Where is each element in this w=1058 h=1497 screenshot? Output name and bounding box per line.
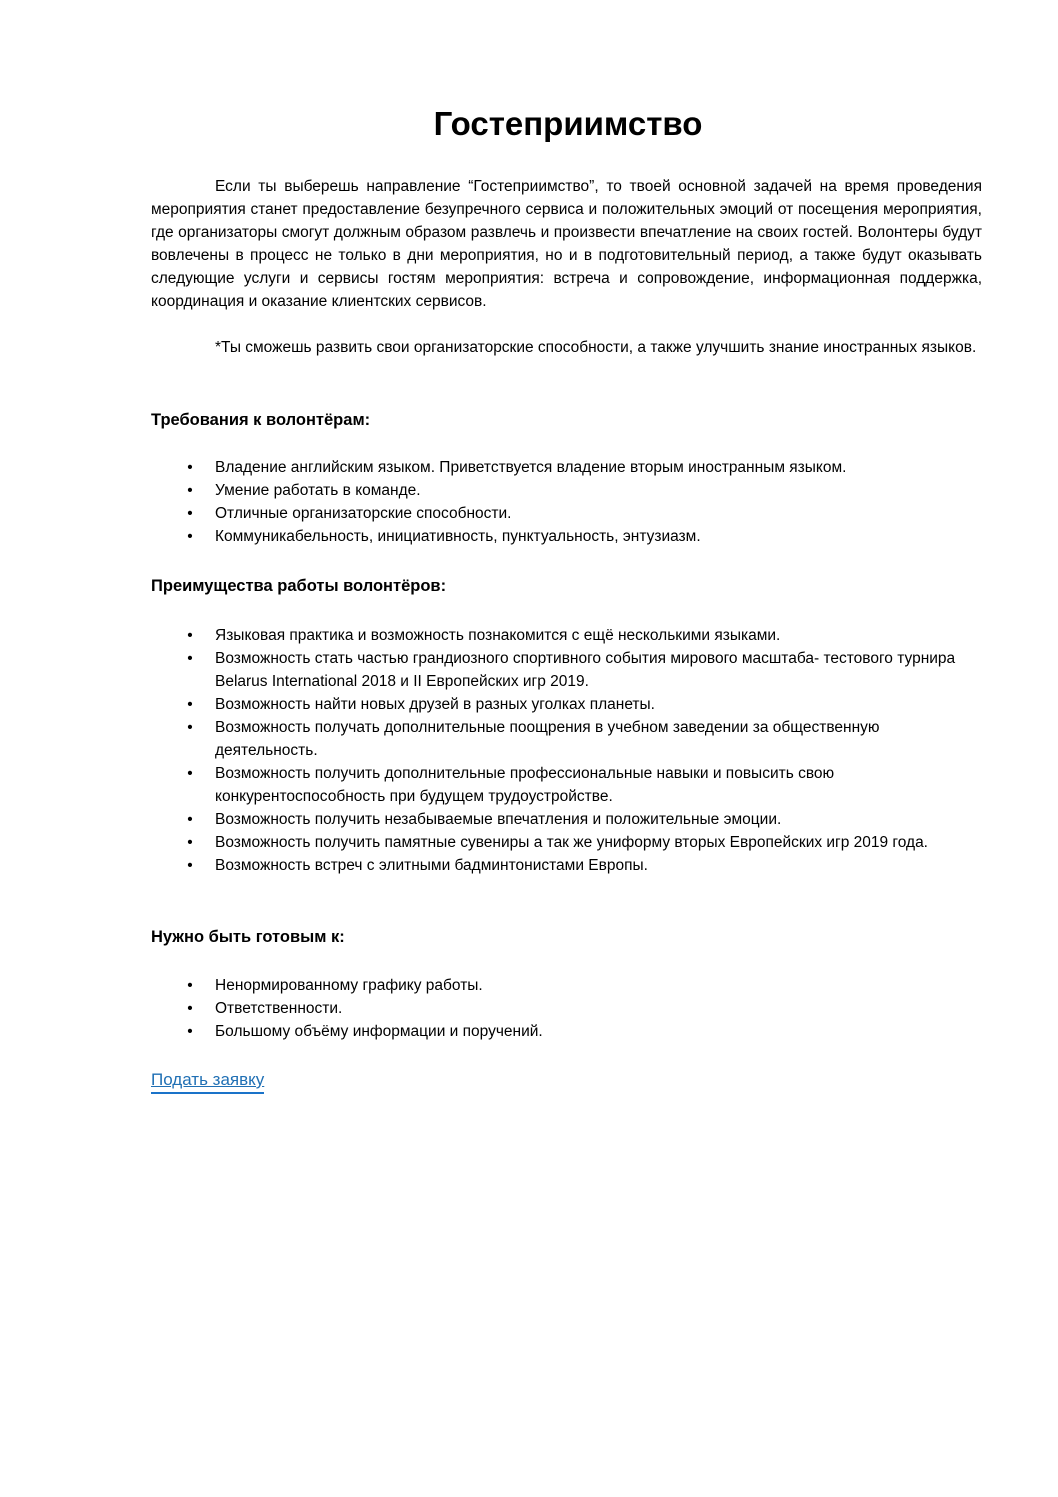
bullet-icon: •: [187, 1000, 193, 1017]
intro-paragraph: Если ты выберешь направление “Гостеприимство”, то твоей основной задачей на время проведения мероприятия станет предоставление безупречного сервиса и положительных эмоций от посещения мероприятия, где организаторы смогут должным образом развлечь и произвести впечатление на своих гостей. Волонтеры будут вовлечены в процесс не только в дни мероприятия, но и в подготовительный период, а также будут оказывать следующие услуги и сервисы гостям мероприятия: встреча и сопровождение, информационная поддержка, координация и оказание клиентских сервисов.: [151, 178, 982, 310]
bullet-icon: •: [187, 627, 193, 644]
list-item-text: Владение английским языком. Приветствуется владение вторым иностранным языком.: [215, 459, 847, 476]
list-item: [151, 456, 982, 479]
list-item-text: Возможность получать дополнительные поощрения в учебном заведении за общественную деятельность.: [215, 719, 880, 759]
bullet-icon: •: [187, 834, 193, 851]
page-title: Гостеприимство: [433, 105, 703, 142]
list-item: [151, 693, 982, 716]
bullet-icon: •: [187, 811, 193, 828]
list-item: [151, 808, 982, 831]
requirements-list: [151, 456, 982, 548]
list-item: [151, 624, 982, 647]
list-item-text: Коммуникабельность, инициативность, пунктуальность, энтузиазм.: [215, 528, 701, 545]
list-item: [151, 831, 982, 854]
bullet-icon: •: [187, 765, 193, 782]
benefits-list: [151, 624, 982, 877]
bullet-icon: •: [187, 719, 193, 736]
list-item-text: Языковая практика и возможность познакомится с ещё несколькими языками.: [215, 627, 781, 644]
list-item: [151, 479, 982, 502]
list-item-text: Возможность получить незабываемые впечатления и положительные эмоции.: [215, 811, 782, 828]
apply-link[interactable]: Подать заявку: [151, 1068, 264, 1094]
list-item-text: Возможность получить дополнительные профессиональные навыки и повысить свою конкурентоспособность при будущем трудоустройстве.: [215, 765, 835, 805]
bullet-icon: •: [187, 1023, 193, 1040]
bullet-icon: •: [187, 482, 193, 499]
list-item-text: Возможность встреч с элитными бадминтонистами Европы.: [215, 857, 648, 874]
list-item-text: Отличные организаторские способности.: [215, 505, 512, 522]
bullet-icon: •: [187, 696, 193, 713]
bullet-icon: •: [187, 650, 193, 667]
benefits-heading: Преимущества работы волонтёров:: [151, 577, 447, 595]
readiness-list: [151, 974, 982, 1043]
list-item: [151, 997, 982, 1020]
list-item-text: Большому объёму информации и поручений.: [215, 1023, 543, 1040]
list-item-text: Возможность получить памятные сувениры а так же униформу вторых Европейских игр 2019 года.: [215, 834, 928, 851]
list-item: [151, 716, 982, 762]
readiness-heading: Нужно быть готовым к:: [151, 928, 345, 946]
bullet-icon: •: [187, 528, 193, 545]
bullet-icon: •: [187, 977, 193, 994]
list-item: [151, 1020, 982, 1043]
list-item: [151, 502, 982, 525]
requirements-heading: Требования к волонтёрам:: [151, 411, 371, 429]
list-item: [151, 854, 982, 877]
list-item: [151, 762, 982, 808]
list-item-text: Ненормированному графику работы.: [215, 977, 483, 994]
list-item-text: Умение работать в команде.: [215, 482, 421, 499]
list-item: [151, 525, 982, 548]
bullet-icon: •: [187, 459, 193, 476]
bullet-icon: •: [187, 857, 193, 874]
list-item: [151, 974, 982, 997]
note-paragraph: *Ты сможешь развить свои организаторские способности, а также улучшить знание иностранных языков.: [215, 339, 977, 356]
bullet-icon: •: [187, 505, 193, 522]
list-item-text: Возможность найти новых друзей в разных уголках планеты.: [215, 696, 655, 713]
list-item: [151, 647, 982, 693]
list-item-text: Ответственности.: [215, 1000, 343, 1017]
list-item-text: Возможность стать частью грандиозного спортивного события мирового масштаба- тестового турнира Belarus International 2018 и II Европейских игр 2019.: [215, 650, 956, 690]
